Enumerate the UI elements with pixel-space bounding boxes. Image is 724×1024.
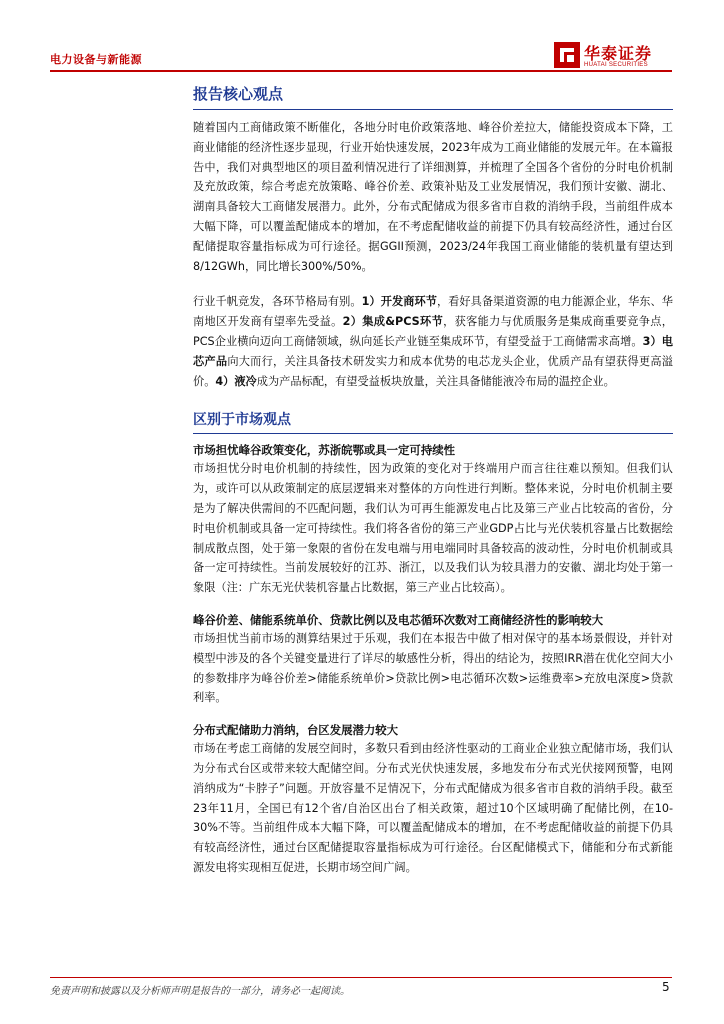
para2-cell-text: 向大而行，关注具备技术研发实力和成本优势的电芯龙头企业，优质产品有望获得更高溢价。: [193, 354, 673, 388]
para2-liquid-cooling-text: 成为产品标配，有望受益板块放量，关注具备储能液冷布局的温控企业。: [256, 374, 615, 388]
footer-disclaimer: 免责声明和披露以及分析师声明是报告的一部分，请务必一起阅读。: [50, 986, 350, 997]
para2-integration-text: ，获客能力与优质服务是集成商重要竞争点，PCS企业横向迈向工商储领域，纵向延长产业链至集成环节，有望受益于工商储需求高增。: [193, 315, 673, 348]
core-views-heading: 报告核心观点: [193, 83, 673, 110]
core-views-paragraph-2: [193, 292, 673, 391]
para2-cell-label: 3）电芯产品: [193, 334, 673, 368]
para2-liquid-cooling-label: 4）液冷: [215, 374, 257, 388]
para2-integration-label: 2）集成&PCS环节: [342, 315, 444, 329]
para2-intro: 行业千帆竞发，各环节格局有别。: [193, 295, 362, 309]
logo-text: 华泰证券: [584, 44, 653, 63]
header-divider: [50, 70, 672, 72]
section-3-text: 市场在考虑工商储的发展空间时，多数只看到由经济性驱动的工商业企业独立配储市场，我们认为分布式台区或带来较大配储空间。分布式光伏快速发展，多地发布分布式光伏接网预警，电网消纳成为“卡脖子”问题。开放容量不足情况下，分布式配储成为很多省市自救的消纳手段。截至23年11月，全国已有12个省/自治区出台了相关政策，超过10个区域明确了配储比例，在10-30%不等。当前组件成本大幅下降，可以覆盖配储成本的增加，在不考虑配储收益的前提下仍具有较高经济性，通过台区配储提取容量指标成为可行途径。台区配储模式下，储能和分布式新能源发电将实现相互促进，长期市场空间广阔。: [193, 742, 673, 874]
header-category: 电力设备与新能源: [50, 53, 142, 66]
huatai-logo: [552, 40, 692, 72]
section-3-title: 分布式配储助力消纳，台区发展潜力较大: [193, 723, 399, 738]
para2-developer-text: ，看好具备渠道资源的电力能源企业，华东、华南地区开发商有望率先受益。: [193, 295, 673, 329]
section-2-title: 峰谷价差、储能系统单价、贷款比例以及电芯循环次数对工商储经济性的影响较大: [193, 612, 604, 627]
section-2-text: 市场担忧当前市场的测算结果过于乐观，我们在本报告中做了相对保守的基本场景假设，并针对模型中涉及的各个关键变量进行了详尽的敏感性分析，得出的结论为，按照IRR潜在优化空间大小的参数排序为峰谷价差>储能系统单价>贷款比例>电芯循环次数>运维费率>充放电深度>贷款利率。: [193, 631, 673, 705]
main-content: [193, 80, 673, 878]
section-1-title: 市场担忧峰谷政策变化，苏浙皖鄂或具一定可持续性: [193, 443, 455, 458]
para2-developer-label: 1）开发商环节: [361, 295, 437, 309]
huatai-logo-mark-icon: [552, 40, 582, 70]
market-views-heading: 区别于市场观点: [193, 409, 673, 434]
logo-subtext: HUATAI SECURITIES: [584, 62, 648, 68]
page-number: 5: [662, 980, 670, 994]
core-views-paragraph-1: 随着国内工商储政策不断催化，各地分时电价政策落地、峰谷价差拉大，储能投资成本下降，工商业储能的经济性逐步显现，行业开始快速发展，2023年成为工商业储能的发展元年。在本篇报告中，我们对典型地区的项目盈利情况进行了详细测算，并梳理了全国各个省份的分时电价机制及充放政策，综合考虑充放策略、峰谷价差、政策补贴及工业发展情况，我们预计安徽、湖北、湖南具备较大工商储发展潜力。此外，分布式配储成为很多省市自救的消纳手段，当前组件成本大幅下降，可以覆盖配储成本的增加，在不考虑配储收益的前提下仍具有较高经济性，通过台区配储提取容量指标成为可行途径。据GGII预测，2023/24年我国工商业储能的装机量有望达到8/12GWh，同比增长300%/50%。: [193, 121, 673, 273]
section-1-text: 市场担忧分时电价机制的持续性，因为政策的变化对于终端用户而言往往难以预知。但我们认为，或许可以从政策制定的底层逻辑来对整体的方向性进行判断。整体来说，分时电价机制主要是为了解决供需间的不匹配问题，我们认为可再生能源发电占比及第三产业占比较高的省份，分时电价机制或具备一定可持续性。我们将各省份的第三产业GDP占比与光伏装机容量占比数据绘制成散点图，处于第一象限的省份在发电端与用电端同时具备较高的波动性，分时电价机制或具备一定可持续性。当前发展较好的江苏、浙江，以及我们认为较具潜力的安徽、湖北均处于第一象限（注：广东无光伏装机容量占比数据，第三产业占比较高）。: [193, 462, 673, 595]
footer-divider: [50, 977, 672, 978]
